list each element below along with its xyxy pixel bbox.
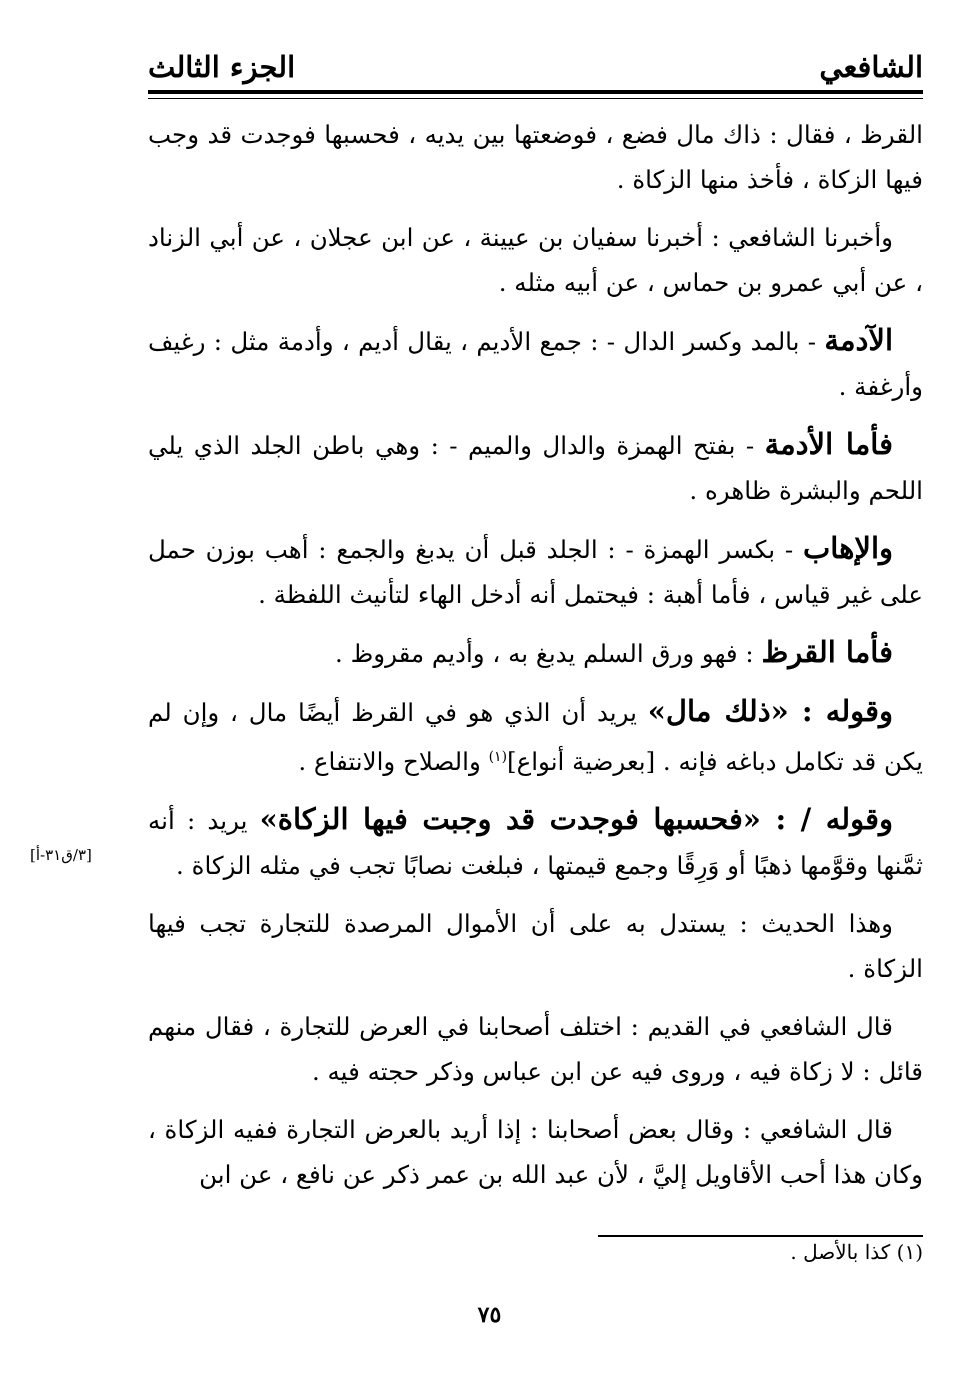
header-volume-title: الجزء الثالث — [148, 50, 296, 84]
defined-term: والإهاب — [802, 531, 893, 565]
defined-term: فأما الأدمة — [764, 427, 893, 461]
defined-term: وقوله : «ذلك مال» — [647, 694, 893, 728]
main-text — [148, 112, 923, 1210]
page-number: ٧٥ — [477, 1302, 502, 1328]
paragraph-2: وأخبرنا الشافعي : أخبرنا سفيان بن عيينة ، عن ابن عجلان ، عن أبي الزناد ، عن أبي عمرو بن حماس ، عن أبيه مثله . — [148, 223, 923, 297]
paragraph-8: وقوله / : «فحسبها فوجدت قد وجبت فيها الزكاة» يريد : أنه ثمَّنها وقوَّمها ذهبًا أو وَرِقًا وجمع قيمتها ، فبلغت نصابًا تجب في مثله الزكاة . — [148, 802, 923, 881]
header-rule-thick — [148, 90, 923, 94]
paragraph-9: وهذا الحديث : يستدل به على أن الأموال المرصدة للتجارة تجب فيها الزكاة . — [148, 909, 923, 984]
paragraph-3: الآدمة - بالمد وكسر الدال - : جمع الأديم ، يقال أديم ، وأدمة مثل : رغيف وأرغفة . — [148, 323, 923, 401]
footnote: (١) كذا بالأصل . — [790, 1240, 923, 1264]
paragraph-10: قال الشافعي في القديم : اختلف أصحابنا في العرض للتجارة ، فقال منهم قائل : لا زكاة فيه ، وروى فيه عن ابن عباس وذكر حجته فيه . — [148, 1012, 923, 1087]
defined-term: الآدمة — [824, 323, 893, 357]
footnote-ref: (١) — [488, 749, 508, 765]
paragraph-5: والإهاب - بكسر الهمزة - : الجلد قبل أن يدبغ والجمع : أهب بوزن حمل على غير قياس ، فأما أهبة : فيحتمل أنه أدخل الهاء لتأنيث اللفظة . — [148, 531, 923, 609]
header-book-title: الشافعي — [819, 50, 923, 84]
paragraph-11: قال الشافعي : وقال بعض أصحابنا : إذا أريد بالعرض التجارة ففيه الزكاة ، وكان هذا أحب الأقاويل إليَّ ، لأن عبد الله بن عمر ذكر عن نافع ، عن ابن — [148, 1115, 923, 1190]
defined-term: وقوله / : «فحسبها فوجدت قد وجبت فيها الزكاة» — [259, 802, 893, 837]
defined-term: فأما القرظ — [761, 635, 893, 669]
paragraph-6: فأما القرظ : فهو ورق السلم يدبغ به ، وأديم مقروظ . — [335, 635, 893, 669]
running-header — [148, 40, 923, 90]
manuscript-folio-note: [٣/ق٣١-أ] — [30, 846, 92, 864]
footnote-rule — [598, 1235, 923, 1237]
header-rule-thin — [148, 98, 923, 99]
paragraph-4: فأما الأدمة - بفتح الهمزة والدال والميم - : وهي باطن الجلد الذي يلي اللحم والبشرة ظاهره . — [148, 427, 923, 505]
paragraph-1: القرظ ، فقال : ذاك مال فضع ، فوضعتها بين يديه ، فحسبها فوجدت قد وجب فيها الزكاة ، فأخذ منها الزكاة . — [148, 120, 923, 194]
paragraph-7: وقوله : «ذلك مال» يريد أن الذي هو في القرظ أيضًا مال ، وإن لم يكن قد تكامل دباغه فإنه . [بعرضية أنواع]$^{(١)}$ والصلاح والانتفاع . — [148, 694, 923, 777]
